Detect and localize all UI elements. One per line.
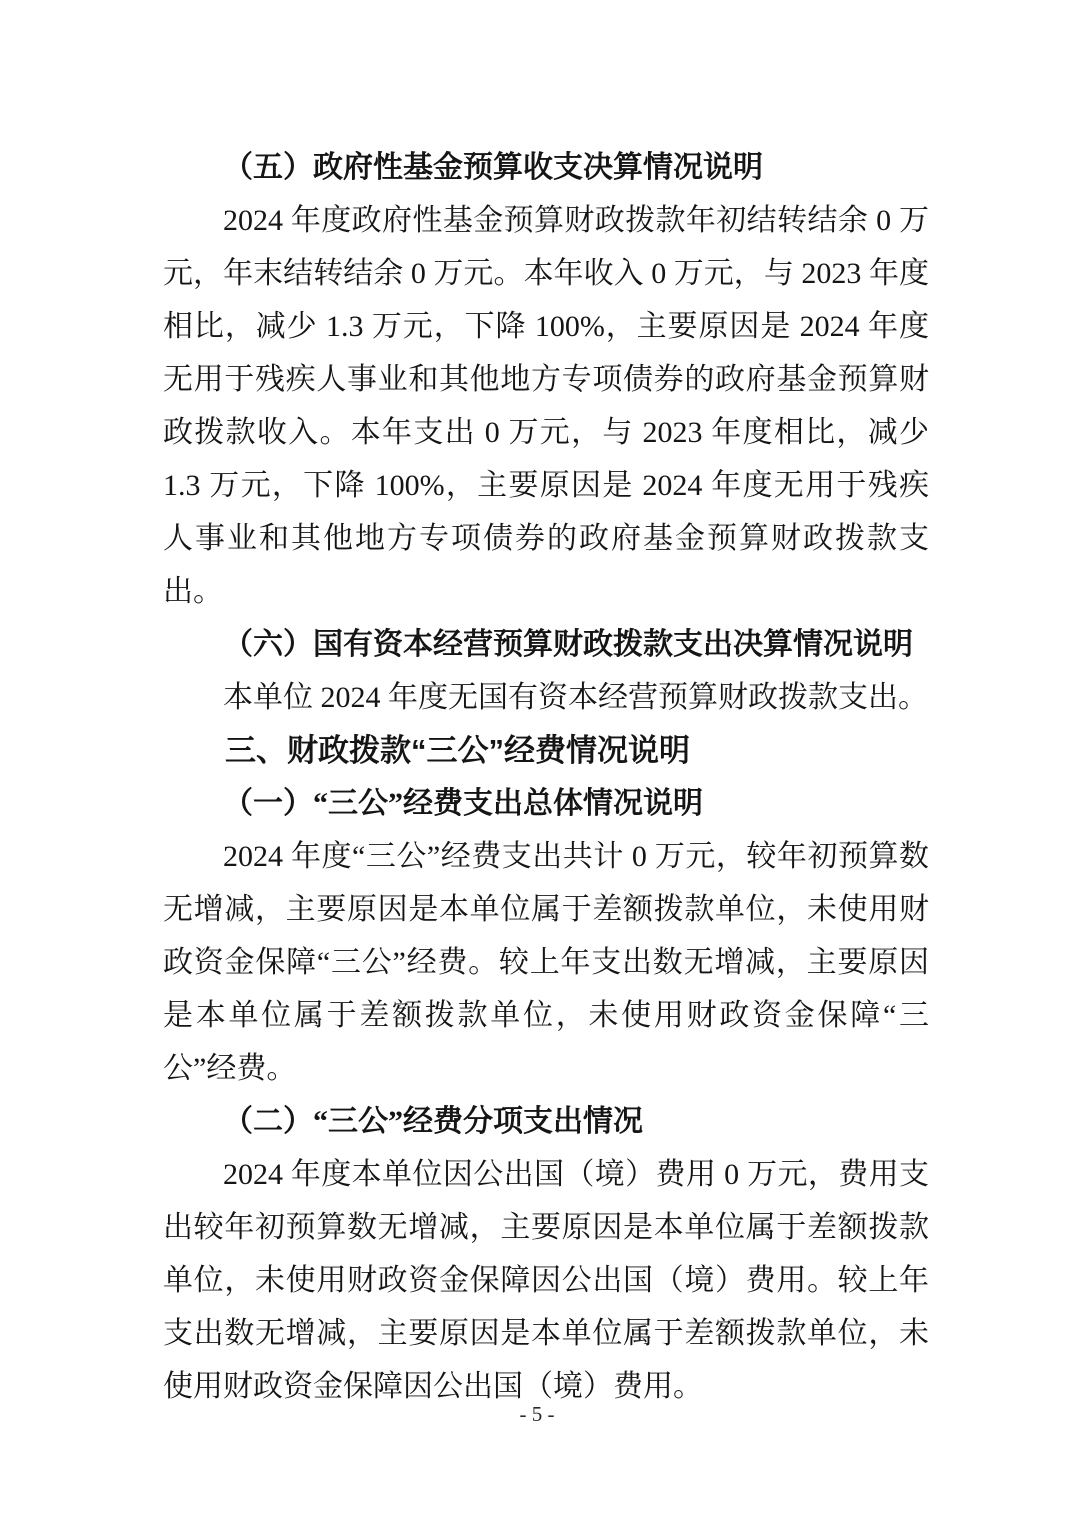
section-heading-state-capital: （六）国有资本经营预算财政拨款支出决算情况说明 (223, 628, 913, 661)
paragraph-state-capital: 本单位 2024 年度无国有资本经营预算财政拨款支出。 (223, 681, 928, 714)
page-number: - 5 - (519, 1402, 555, 1426)
chapter-heading-three-public-funds: 三、财政拨款“三公”经费情况说明 (225, 733, 690, 768)
document-body (163, 141, 929, 1413)
paragraph-three-public-total: 2024 年度“三公”经费支出共计 0 万元，较年初预算数无增减，主要原因是本单位属于差额拨款单位，未使用财政资金保障“三公”经费。较上年支出数无增减，主要原因是本单位属于差额拨款单位，未使用财政资金保障“三公”经费。 (163, 840, 929, 1085)
section-heading-gov-fund-budget: （五）政府性基金预算收支决算情况说明 (223, 151, 763, 184)
paragraph-gov-fund-budget: 2024 年度政府性基金预算财政拨款年初结转结余 0 万元，年末结转结余 0 万元。本年收入 0 万元，与 2023 年度相比，减少 1.3 万元，下降 100%，主要原因是 2024 年度无用于残疾人事业和其他地方专项债券的政府基金预算财政拨款收入。本年支出 0 万元，与 2023 年度相比，减少 1.3 万元，下降 100%，主要原因是 2024 年度无用于残疾人事业和其他地方专项债券的政府基金预算财政拨款支出。 (163, 204, 929, 608)
section-heading-three-public-items: （二）“三公”经费分项支出情况 (223, 1105, 643, 1138)
section-heading-three-public-total: （一）“三公”经费支出总体情况说明 (223, 787, 703, 820)
paragraph-three-public-items: 2024 年度本单位因公出国（境）费用 0 万元，费用支出较年初预算数无增减，主要原因是本单位属于差额拨款单位，未使用财政资金保障因公出国（境）费用。较上年支出数无增减，主要原因是本单位属于差额拨款单位，未使用财政资金保障因公出国（境）费用。 (163, 1158, 929, 1403)
